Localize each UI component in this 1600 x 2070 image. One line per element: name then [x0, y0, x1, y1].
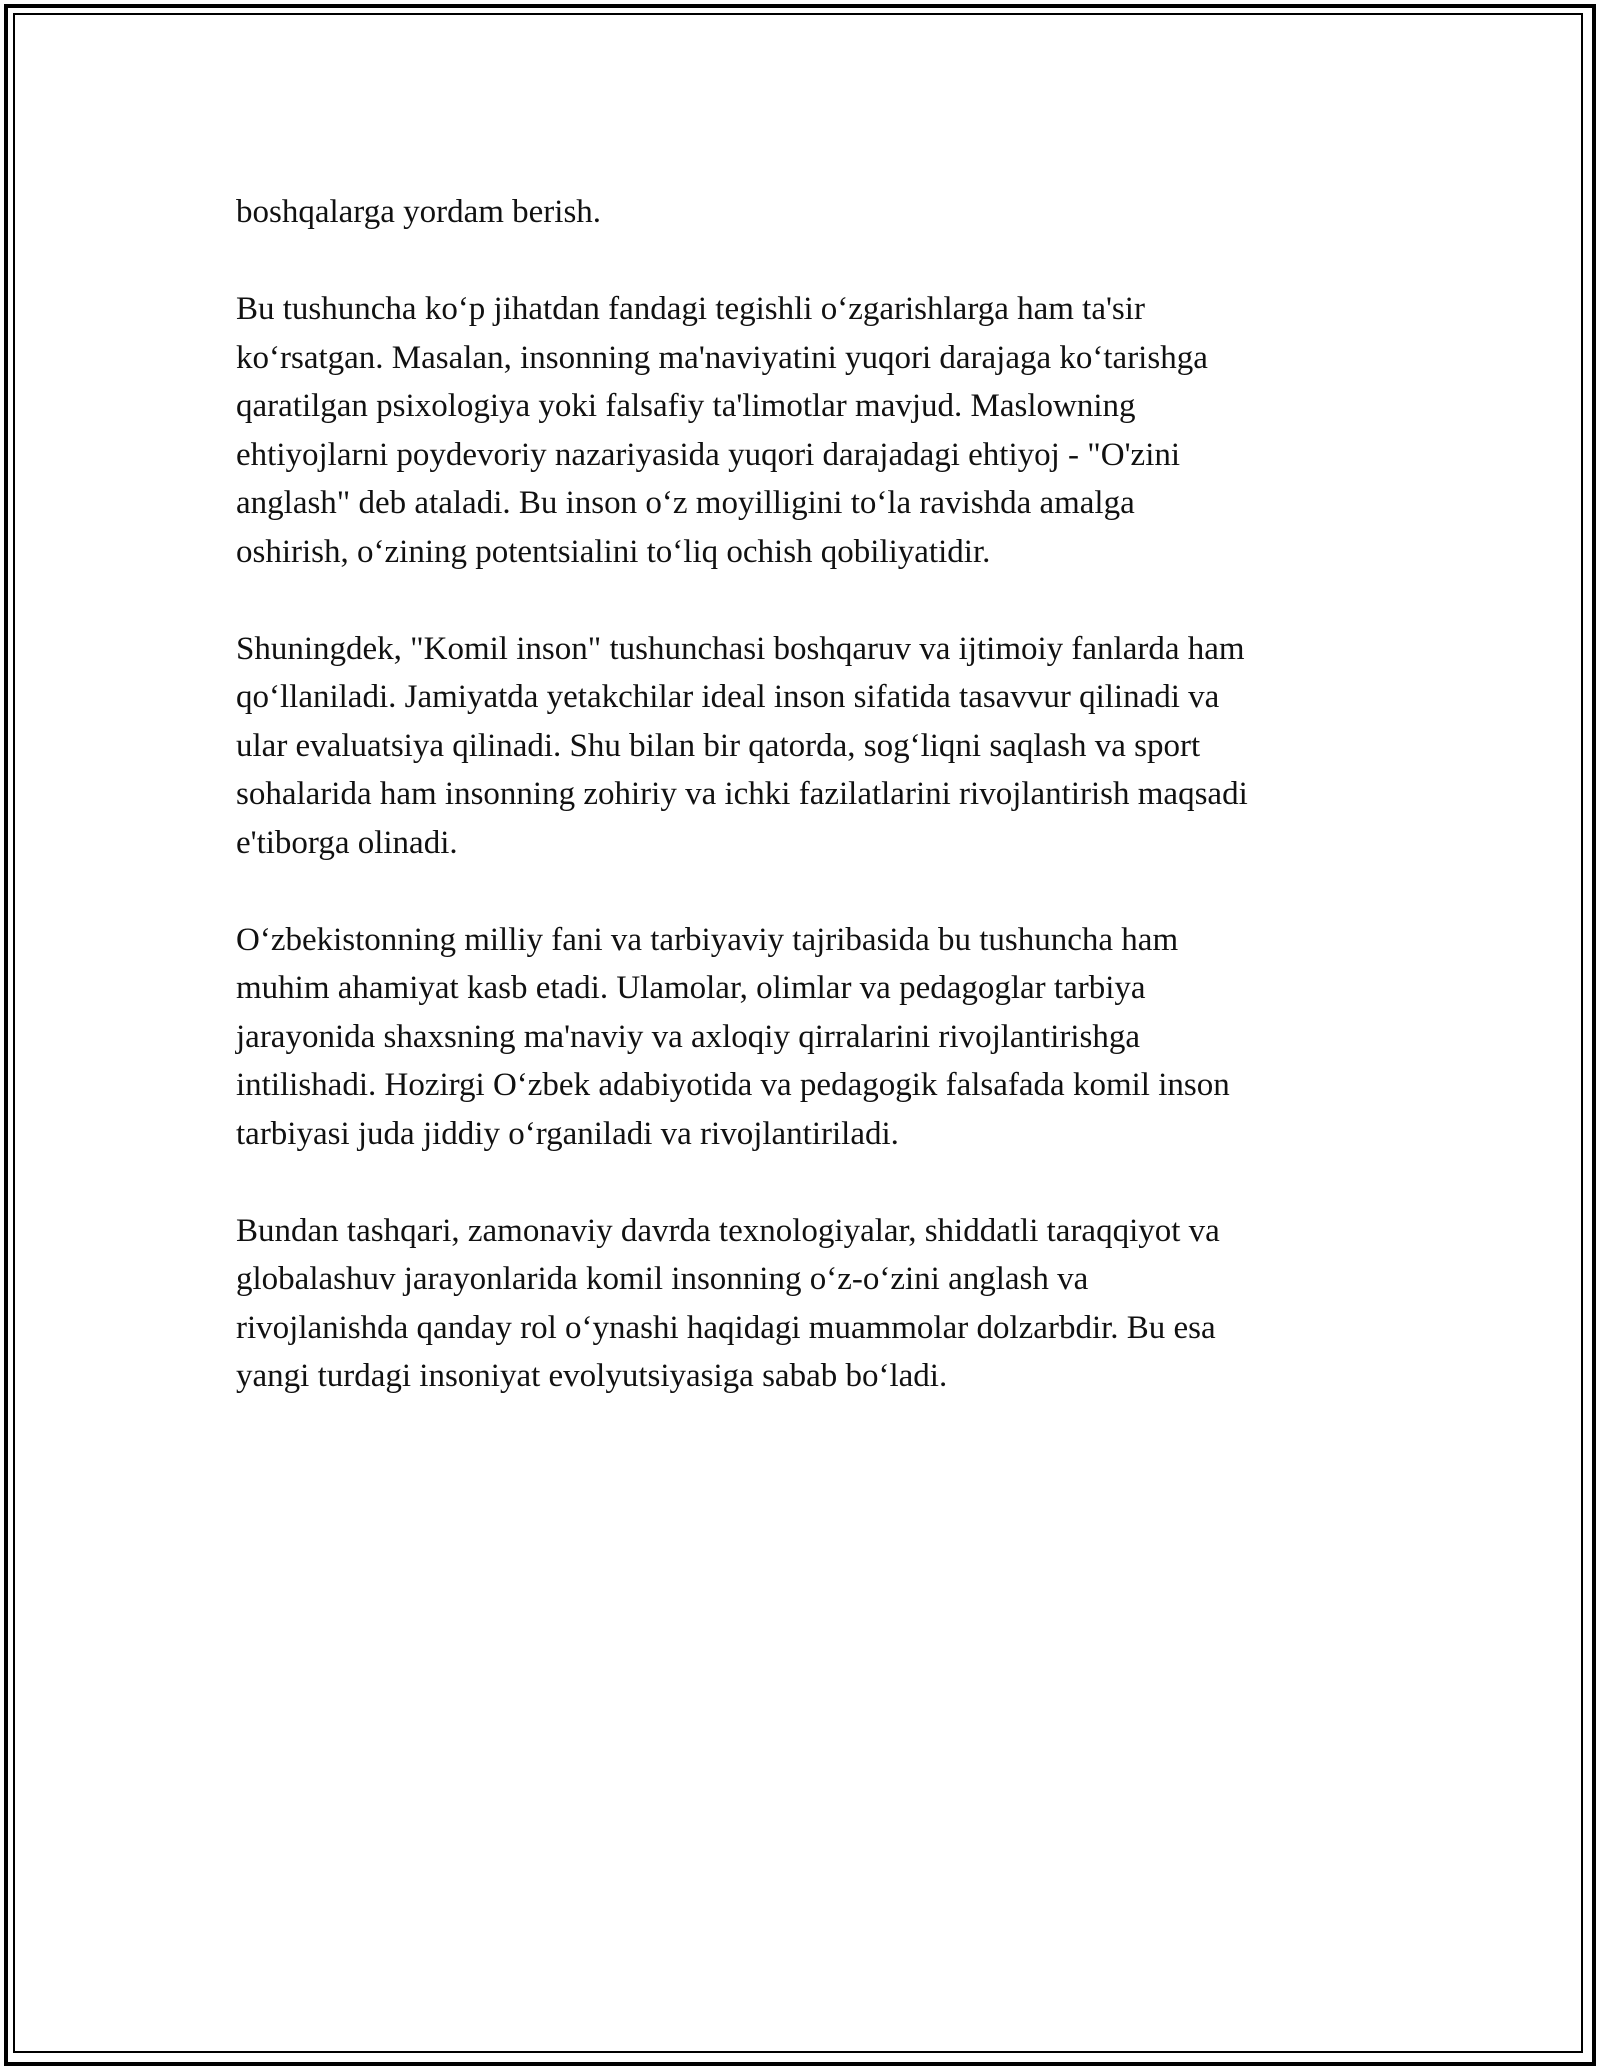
paragraph-2: Bu tushuncha koʻp jihatdan fandagi tegishli oʻzgarishlarga ham ta'sir koʻrsatgan. Masalan, insonning ma'naviyatini yuqori darajaga koʻtarishga qaratilgan psixologiya yoki falsafiy ta'limotlar mavjud. Maslowning ehtiyojlarni poydevoriy nazariyasida yuqori darajadagi ehtiyoj - "O'zini anglash" deb ataladi. Bu inson oʻz moyilligini toʻla ravishda amalga oshirish, oʻzining potentsialini toʻliq ochish qobiliyatidir.	[236, 291, 1208, 570]
paragraph-1: boshqalarga yordam berish.	[236, 194, 602, 230]
paragraph-5: Bundan tashqari, zamonaviy davrda texnologiyalar, shiddatli taraqqiyot va globalashuv jarayonlarida komil insonning oʻz-oʻzini anglash va rivojlanishda qanday rol oʻynashi haqidagi muammolar dolzarbdir. Bu esa yangi turdagi insoniyat evolyutsiyasiga sabab boʻladi.	[236, 1212, 1220, 1394]
paragraph-4: Oʻzbekistonning milliy fani va tarbiyaviy tajribasida bu tushuncha ham muhim ahamiyat kasb etadi. Ulamolar, olimlar va pedagoglar tarbiya jarayonida shaxsning ma'naviy va axloqiy qirralarini rivojlantirishga intilishadi. Hozirgi Oʻzbek adabiyotida va pedagogik falsafada komil inson tarbiyasi juda jiddiy oʻrganiladi va rivojlantiriladi.	[236, 921, 1230, 1152]
document-body	[236, 188, 1376, 1449]
paragraph-3: Shuningdek, "Komil inson" tushunchasi boshqaruv va ijtimoiy fanlarda ham qoʻllaniladi. Jamiyatda yetakchilar ideal inson sifatida tasavvur qilinadi va ular evaluatsiya qilinadi. Shu bilan bir qatorda, sogʻliqni saqlash va sport sohalarida ham insonning zohiriy va ichki fazilatlarini rivojlantirish maqsadi e'tiborga olinadi.	[236, 630, 1248, 861]
